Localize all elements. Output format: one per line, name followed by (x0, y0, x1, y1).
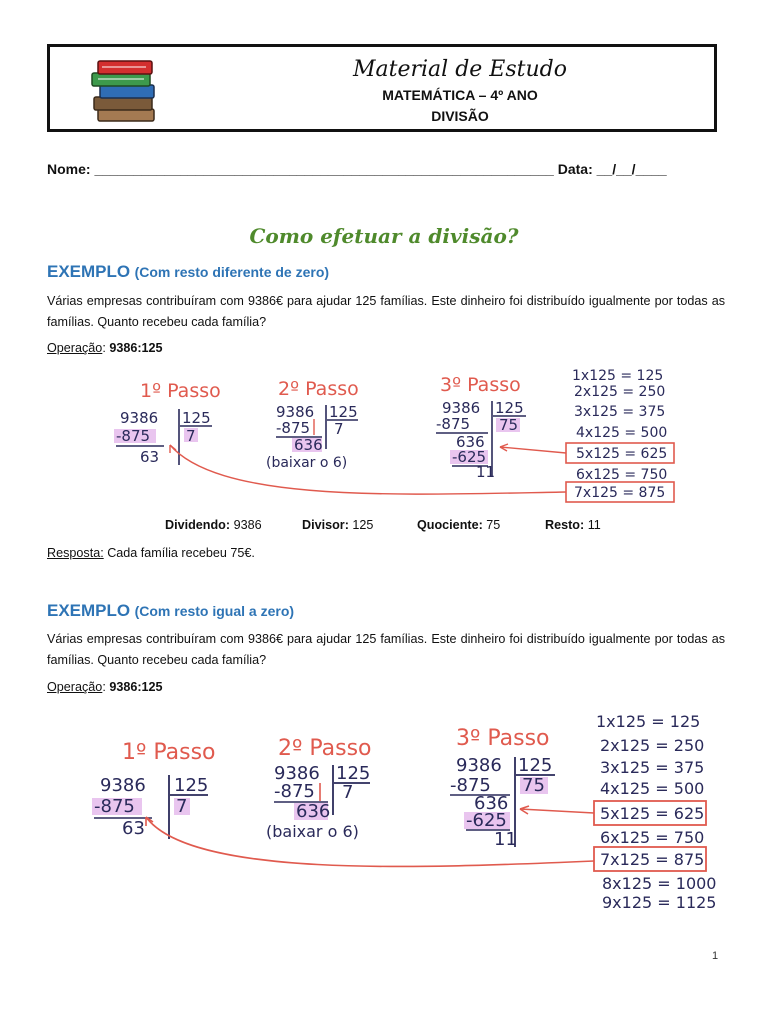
topic-label: DIVISÃO (431, 108, 489, 124)
step3-rest: 11 (494, 829, 517, 850)
name-field[interactable]: ___________________________________________________________ (94, 161, 554, 177)
step1-dividend: 9386 (100, 775, 146, 796)
table-row: 3x125 = 375 (600, 758, 705, 777)
name-date-line (47, 161, 667, 177)
step2-rest: 636 (294, 436, 323, 454)
example1-label: EXEMPLO (47, 262, 131, 281)
table-row: 1x125 = 125 (572, 368, 664, 384)
table-row: 5x125 = 625 (600, 804, 705, 823)
step3-divisor: 125 (495, 399, 524, 417)
step1-subtraction: -875 (116, 427, 151, 445)
step2-quotient: 7 (334, 420, 344, 438)
header-box (47, 44, 717, 132)
step1-subtraction: -875 (94, 796, 135, 817)
table-row: 2x125 = 250 (574, 384, 666, 400)
step1-label: 1º Passo (140, 380, 221, 402)
step3-subtraction2: -625 (452, 448, 487, 466)
table-row: 7x125 = 875 (600, 850, 705, 869)
step2-dividend: 9386 (274, 763, 320, 784)
name-label: Nome: (47, 161, 91, 177)
step1-rest: 63 (122, 818, 145, 839)
table-row: 4x125 = 500 (600, 779, 705, 798)
step3-line3: 636 (474, 793, 509, 814)
step3-subtraction: -875 (450, 775, 491, 796)
date-field[interactable]: __/__/____ (596, 161, 667, 177)
example1-subtitle: (Com resto diferente de zero) (134, 264, 330, 280)
step3-label: 3º Passo (440, 374, 521, 396)
step1-quotient: 7 (176, 796, 188, 817)
step1-quotient: 7 (186, 427, 196, 445)
answer-label: Resposta: (47, 546, 104, 560)
step3-rest: 11 (476, 463, 496, 481)
step2-divisor: 125 (336, 763, 371, 784)
table-row: 8x125 = 1000 (602, 874, 717, 893)
example2-handwritten-steps (50, 705, 722, 915)
step2-subtraction: -875 (274, 781, 315, 802)
step2-rest: 636 (296, 801, 331, 822)
table-row: 6x125 = 750 (576, 467, 668, 483)
answer-line (47, 546, 255, 560)
step2-label: 2º Passo (278, 378, 359, 400)
operation-value: 9386:125 (109, 341, 163, 355)
page-number: 1 (712, 950, 719, 962)
step3-divisor: 125 (518, 755, 553, 776)
step2-divisor: 125 (329, 403, 358, 421)
document-title: Material de Estudo (353, 57, 567, 82)
section-heading: Como efetuar a divisão? (249, 224, 519, 248)
books-logo (86, 55, 166, 127)
date-label: Data: (557, 161, 593, 177)
step2-quotient: 7 (342, 782, 354, 803)
step2-subtraction: -875 (276, 419, 311, 437)
table-row: 9x125 = 1125 (602, 893, 717, 912)
example2-title (47, 601, 294, 621)
table-row: 7x125 = 875 (574, 485, 666, 501)
example2-subtitle: (Com resto igual a zero) (134, 603, 295, 619)
table-row: 2x125 = 250 (600, 736, 705, 755)
table-row: 4x125 = 500 (576, 425, 668, 441)
operation-value: 9386:125 (109, 680, 163, 694)
example2-problem: Várias empresas contribuíram com 9386€ para ajudar 125 famílias. Este dinheiro foi distribuído igualmente por todas as famílias. Quanto recebeu cada família? (47, 632, 725, 667)
result-divisor: Divisor: 125 (302, 518, 374, 532)
answer-text: Cada família recebeu 75€. (107, 546, 255, 560)
step3-quotient: 75 (522, 775, 545, 796)
example1-problem: Várias empresas contribuíram com 9386€ para ajudar 125 famílias. Este dinheiro foi distribuído igualmente por todas as famílias. Quanto recebeu cada família? (47, 294, 725, 329)
step3-subtraction: -875 (436, 415, 471, 433)
table-row: 6x125 = 750 (600, 828, 705, 847)
result-quotient: Quociente: 75 (417, 518, 501, 532)
step1-label: 1º Passo (122, 740, 216, 765)
example1-title (47, 262, 329, 282)
step1-divisor: 125 (182, 409, 211, 427)
example2-label: EXEMPLO (47, 601, 131, 620)
step1-rest: 63 (140, 448, 160, 466)
step3-subtraction2: -625 (466, 810, 507, 831)
step2-label: 2º Passo (278, 736, 372, 761)
step3-quotient: 75 (499, 416, 519, 434)
step3-dividend: 9386 (442, 399, 481, 417)
table-row: 1x125 = 125 (596, 712, 701, 731)
step1-dividend: 9386 (120, 409, 159, 427)
step2-note: (baixar o 6) (266, 455, 348, 471)
operation-label: Operação (47, 341, 103, 355)
example1-operation: Operação: 9386:125 (47, 341, 163, 355)
step1-divisor: 125 (174, 775, 209, 796)
subject-label: MATEMÁTICA – 4º ANO (382, 87, 538, 103)
step3-dividend: 9386 (456, 755, 502, 776)
step3-line3: 636 (456, 433, 485, 451)
table-row: 3x125 = 375 (574, 404, 666, 420)
step2-note: (baixar o 6) (266, 822, 359, 841)
table-row: 5x125 = 625 (576, 446, 668, 462)
step2-dividend: 9386 (276, 403, 315, 421)
example2-operation: Operação: 9386:125 (47, 680, 163, 694)
example1-handwritten-steps (100, 365, 700, 515)
result-dividend: Dividendo: 9386 (165, 518, 262, 532)
operation-label: Operação (47, 680, 103, 694)
result-remainder: Resto: 11 (545, 518, 601, 532)
step3-label: 3º Passo (456, 726, 550, 751)
